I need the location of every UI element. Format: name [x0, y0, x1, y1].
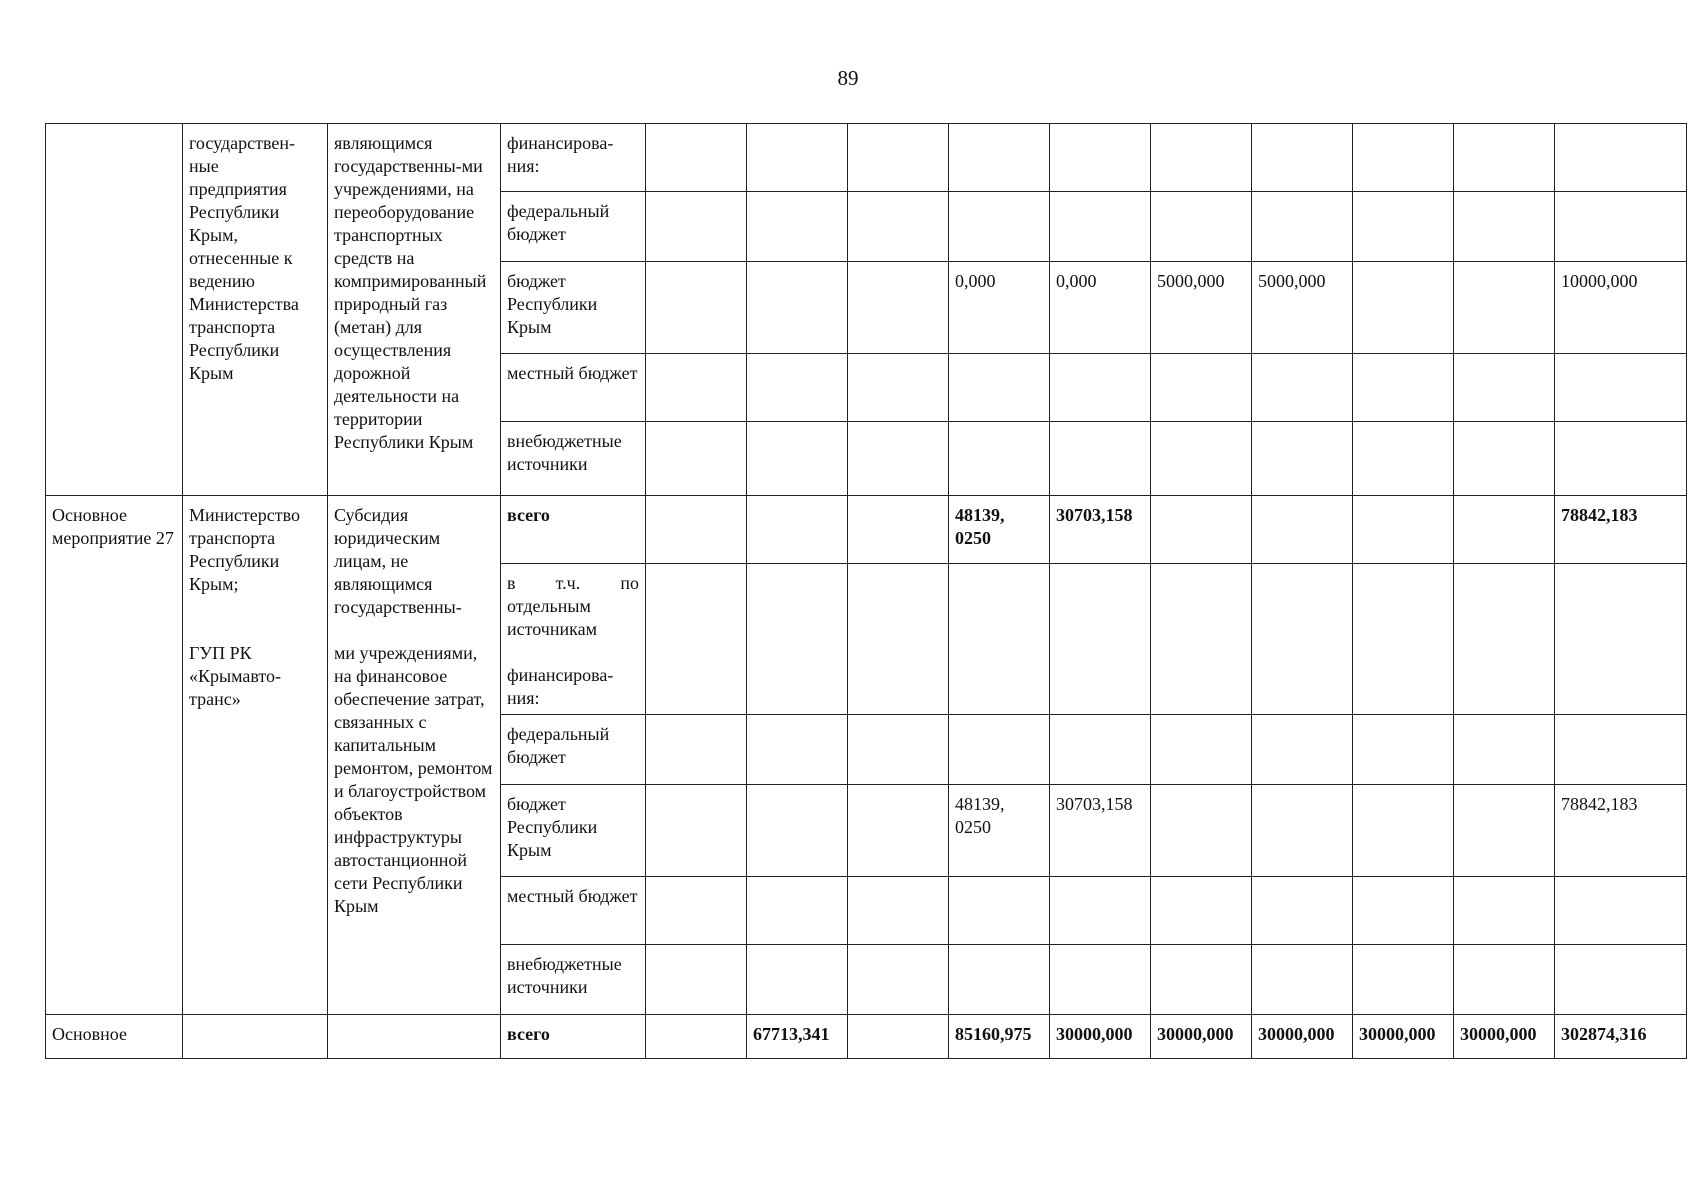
funding-source-label: внебюджетные источники [501, 422, 646, 496]
description-part-2: ми учреждениями, на финансовое обеспечение затрат, связанных с капитальным ремонтом, ремонтом и благоустройством объектов инфраструктуры автостанционной сети Республики Крым [334, 643, 493, 916]
funding-source-label: бюджет Республики Крым [501, 262, 646, 354]
amount-cell [747, 877, 848, 945]
amount-cell [848, 785, 949, 877]
executor-cell [183, 1015, 328, 1059]
budget-table [45, 123, 1687, 1059]
amount-cell [646, 945, 747, 1015]
amount-cell [1353, 262, 1454, 354]
funding-source-label: внебюджетные источники [501, 945, 646, 1015]
amount-cell [1252, 877, 1353, 945]
amount-cell [646, 877, 747, 945]
amount-cell [1151, 354, 1252, 422]
amount-cell [1353, 422, 1454, 496]
amount-cell [1353, 945, 1454, 1015]
executor-cell: государствен-ные предприятия Республики Крым, отнесенные к ведению Министерства транспорта Республики Крым [183, 124, 328, 496]
amount-cell [949, 715, 1050, 785]
amount-cell [949, 354, 1050, 422]
amount-cell [1151, 877, 1252, 945]
amount-cell [949, 945, 1050, 1015]
funding-source-label: всего [501, 496, 646, 564]
amount-cell [848, 945, 949, 1015]
amount-cell [1252, 785, 1353, 877]
amount-cell [1050, 124, 1151, 192]
amount-cell: 85160,975 [949, 1015, 1050, 1059]
amount-cell: 5000,000 [1252, 262, 1353, 354]
amount-cell [848, 422, 949, 496]
funding-source-label: федеральный бюджет [501, 715, 646, 785]
amount-cell [1050, 715, 1151, 785]
amount-cell: 302874,316 [1555, 1015, 1687, 1059]
funding-source-label: всего [501, 1015, 646, 1059]
description-cell [328, 1015, 501, 1059]
amount-cell [1252, 422, 1353, 496]
amount-cell [1151, 422, 1252, 496]
amount-cell [747, 945, 848, 1015]
amount-cell [1353, 715, 1454, 785]
amount-cell [848, 715, 949, 785]
amount-cell [1050, 422, 1151, 496]
amount-cell [1252, 945, 1353, 1015]
amount-cell [1454, 354, 1555, 422]
executor-ministry: Министерство транспорта Республики Крым; [189, 505, 300, 594]
amount-cell [1252, 192, 1353, 262]
amount-cell [646, 422, 747, 496]
amount-cell: 67713,341 [747, 1015, 848, 1059]
amount-cell [848, 1015, 949, 1059]
amount-cell: 78842,183 [1555, 785, 1687, 877]
measure-name-cell [46, 124, 183, 496]
amount-cell [1050, 564, 1151, 715]
amount-cell [1454, 715, 1555, 785]
amount-cell [949, 877, 1050, 945]
amount-cell [747, 124, 848, 192]
amount-cell [747, 496, 848, 564]
amount-cell [1555, 564, 1687, 715]
amount-cell [646, 715, 747, 785]
amount-cell [848, 262, 949, 354]
amount-cell [1050, 192, 1151, 262]
amount-cell [848, 564, 949, 715]
amount-cell [848, 124, 949, 192]
amount-cell [1454, 877, 1555, 945]
funding-source-label [501, 564, 646, 715]
measure-name-cell: Основное мероприятие 27 [46, 496, 183, 1015]
amount-cell [1454, 192, 1555, 262]
amount-cell [949, 422, 1050, 496]
amount-cell: 30000,000 [1454, 1015, 1555, 1059]
funding-source-label: местный бюджет [501, 354, 646, 422]
amount-cell [1353, 124, 1454, 192]
amount-cell [1555, 354, 1687, 422]
amount-cell [1151, 192, 1252, 262]
amount-cell [1252, 124, 1353, 192]
funding-source-label: федеральный бюджет [501, 192, 646, 262]
amount-cell [1151, 715, 1252, 785]
amount-cell [1050, 945, 1151, 1015]
amount-cell: 48139, 0250 [949, 785, 1050, 877]
amount-cell: 30703,158 [1050, 496, 1151, 564]
amount-cell: 0,000 [949, 262, 1050, 354]
executor-cell [183, 496, 328, 1015]
amount-cell [1353, 192, 1454, 262]
amount-cell [646, 1015, 747, 1059]
amount-cell [747, 785, 848, 877]
amount-cell [1151, 496, 1252, 564]
amount-cell [848, 354, 949, 422]
table-row [46, 124, 1687, 192]
amount-cell [1555, 192, 1687, 262]
amount-cell [1353, 354, 1454, 422]
amount-cell: 10000,000 [1555, 262, 1687, 354]
amount-cell [1454, 496, 1555, 564]
amount-cell [747, 422, 848, 496]
amount-cell [646, 785, 747, 877]
table-row [46, 1015, 1687, 1059]
amount-cell [747, 262, 848, 354]
funding-source-label: финансирова-ния: [501, 124, 646, 192]
amount-cell: 30000,000 [1050, 1015, 1151, 1059]
amount-cell [1353, 496, 1454, 564]
amount-cell: 30703,158 [1050, 785, 1151, 877]
amount-cell [1353, 877, 1454, 945]
description-cell: являющимся государственны-ми учреждениями, на переоборудование транспортных средств на компримированный природный газ (метан) для осуществления дорожной деятельности на территории Республики Крым [328, 124, 501, 496]
amount-cell [1555, 422, 1687, 496]
amount-cell [1353, 564, 1454, 715]
amount-cell: 30000,000 [1151, 1015, 1252, 1059]
amount-cell [1555, 124, 1687, 192]
amount-cell [1454, 262, 1555, 354]
amount-cell [1454, 422, 1555, 496]
amount-cell [747, 192, 848, 262]
description-cell [328, 496, 501, 1015]
amount-cell [1252, 564, 1353, 715]
amount-cell [1151, 564, 1252, 715]
amount-cell [1555, 715, 1687, 785]
amount-cell [747, 354, 848, 422]
page-number: 89 [837, 66, 859, 90]
amount-cell [646, 354, 747, 422]
amount-cell [646, 192, 747, 262]
amount-cell: 30000,000 [1252, 1015, 1353, 1059]
amount-cell: 78842,183 [1555, 496, 1687, 564]
amount-cell [1151, 785, 1252, 877]
table-row [46, 496, 1687, 564]
amount-cell [646, 496, 747, 564]
amount-cell [747, 564, 848, 715]
amount-cell: 5000,000 [1151, 262, 1252, 354]
amount-cell [1252, 715, 1353, 785]
measure-name-cell: Основное [46, 1015, 183, 1059]
amount-cell [1454, 945, 1555, 1015]
amount-cell [1050, 877, 1151, 945]
amount-cell: 30000,000 [1353, 1015, 1454, 1059]
amount-cell [1555, 945, 1687, 1015]
funding-source-label-part-2: финансирова-ния: [507, 665, 614, 708]
amount-cell [1454, 785, 1555, 877]
amount-cell [1151, 945, 1252, 1015]
amount-cell [848, 877, 949, 945]
amount-cell [949, 192, 1050, 262]
amount-cell [646, 124, 747, 192]
amount-cell [848, 496, 949, 564]
amount-cell [1555, 877, 1687, 945]
funding-source-label: бюджет Республики Крым [501, 785, 646, 877]
executor-enterprise: ГУП РК «Крымавто-транс» [189, 643, 282, 709]
amount-cell: 48139, 0250 [949, 496, 1050, 564]
description-part-1: Субсидия юридическим лицам, не являющимся государственны- [334, 505, 462, 617]
amount-cell [848, 192, 949, 262]
amount-cell [1252, 496, 1353, 564]
amount-cell [1454, 564, 1555, 715]
amount-cell [1454, 124, 1555, 192]
amount-cell [1252, 354, 1353, 422]
amount-cell [646, 564, 747, 715]
funding-source-label-part-1: в т.ч. по отдельным источникам [507, 573, 639, 639]
amount-cell [1353, 785, 1454, 877]
amount-cell: 0,000 [1050, 262, 1151, 354]
amount-cell [949, 564, 1050, 715]
funding-source-label: местный бюджет [501, 877, 646, 945]
amount-cell [1050, 354, 1151, 422]
amount-cell [747, 715, 848, 785]
amount-cell [1151, 124, 1252, 192]
amount-cell [646, 262, 747, 354]
amount-cell [949, 124, 1050, 192]
